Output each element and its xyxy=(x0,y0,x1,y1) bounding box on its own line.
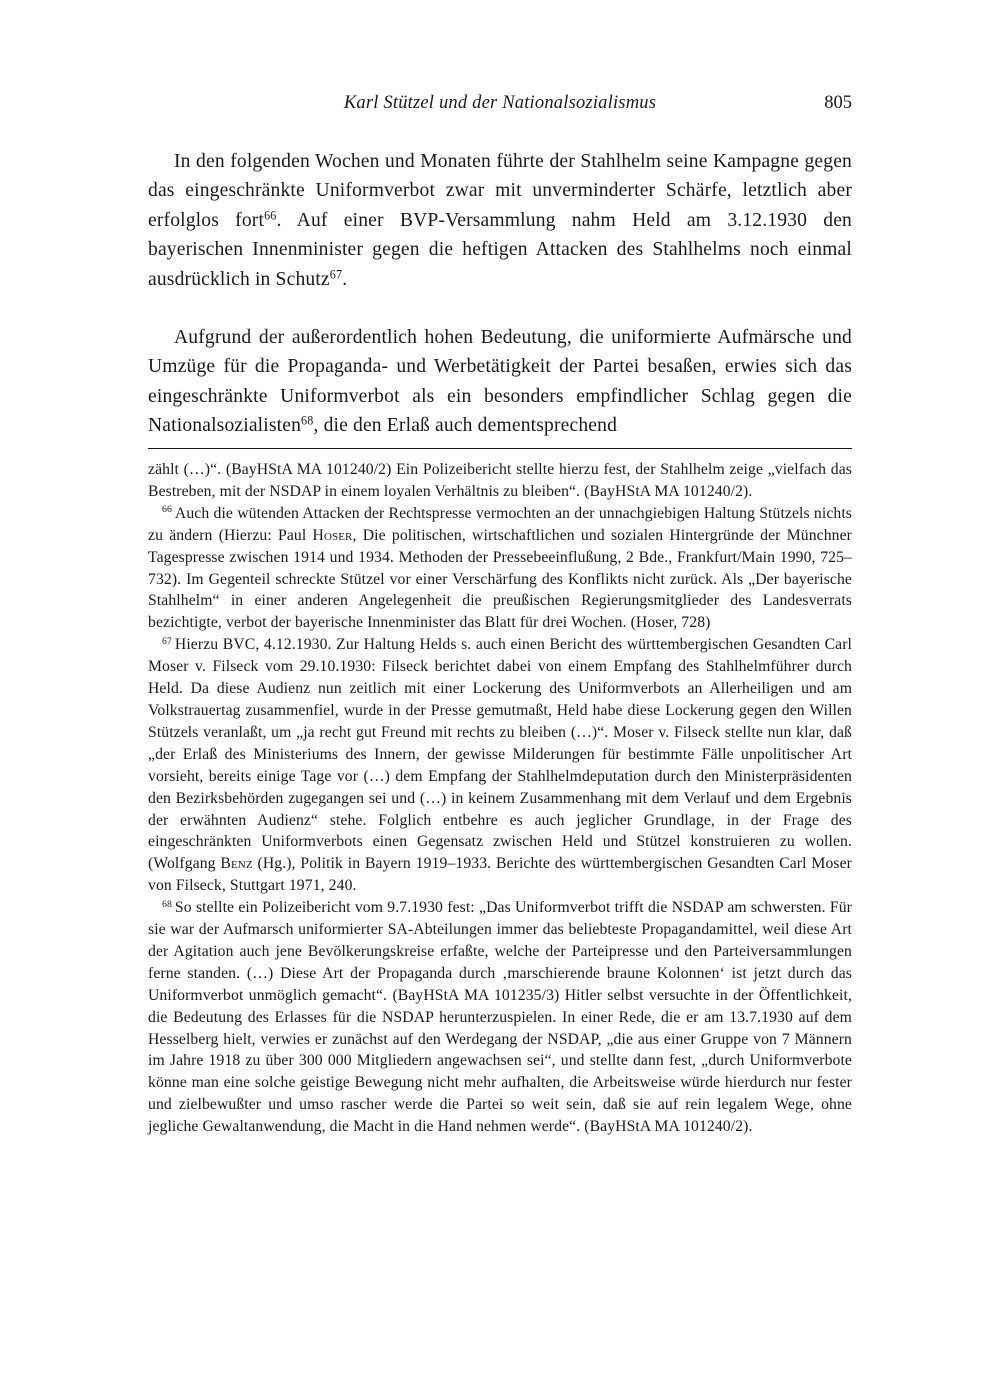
running-header xyxy=(148,93,852,121)
footnote-marker: 68 xyxy=(162,898,172,910)
paragraph-text: Aufgrund der außerordentlich hohen Bedeutung, die uniformierte Aufmärsche und Umzüge für die Propaganda- und Werbetätigkeit der Partei besaßen, erwies sich das eingeschränkte Uniformverbot als ein besonders empfindlicher Schlag gegen die Nationalsozialisten xyxy=(148,327,852,437)
footnote-text: (Hg.), Politik in Bayern 1919–1933. Berichte des württembergischen Gesandten Carl Moser von Filseck, Stuttgart 1971, 240. xyxy=(148,855,852,895)
body-paragraph xyxy=(148,147,852,294)
author-name: Benz xyxy=(220,855,253,873)
paragraph-text: , die den Erlaß auch dementsprechend xyxy=(313,415,618,437)
footnote-68 xyxy=(148,897,852,1138)
footnote-marker: 66 xyxy=(162,504,172,516)
footnote-reference[interactable]: 67 xyxy=(329,266,343,281)
author-name: Hoser xyxy=(312,526,353,544)
footnote-continued: zählt (…)“. (BayHStA MA 101240/2) Ein Polizeibericht stellte hierzu fest, der Stahlhelm zeige „vielfach das Bestreben, mit der NSDAP in einem loyalen Verhältnis zu bleiben“. (BayHStA MA 101240/2). xyxy=(148,461,852,500)
body-paragraph xyxy=(148,323,852,441)
footnote-text: So stellte ein Polizeibericht vom 9.7.1930 fest: „Das Uniformverbot trifft die NSDAP am schwersten. Für sie war der Aufmarsch uniformierter SA-Abteilungen immer das beliebteste Propagandamittel, weil diese Art der Agitation auch jene Bevölkerungskreise erfaßte, welche der Parteipresse und den Parteiversammlungen ferne standen. (…) Diese Art der Propaganda durch ‚marschierende braune Kolonnen‘ ist jetzt durch das Uniformverbot unmöglich gemacht“. (BayHStA MA 101235/3) Hitler selbst versuchte in der Öffentlichkeit, die Bedeutung des Erlasses für die NSDAP herunterzuspielen. In einer Rede, die er am 13.7.1930 auf dem Hesselberg hielt, verwies er zunächst auf den Werdegang der NSDAP, „die aus einer Gruppe von 7 Männern im Jahre 1918 zu über 300 000 Mitgliedern angewachsen sei“, und stellte dann fest, „durch Uniformverbote könne man eine solche geistige Bewegung nicht mehr aufhalten, die Arbeitsweise würde hierdurch nur fester und zielbewußter und umso rascher werde die Partei so weit sein, daß sie auf rein legalem Wege, ohne jegliche Gewaltanwendung, die Macht in die Hand nehmen werde“. (BayHStA MA 101240/2). xyxy=(148,899,852,1136)
footnote-reference[interactable]: 68 xyxy=(301,413,314,428)
paragraph-text: . xyxy=(342,268,348,290)
footnote-67 xyxy=(148,634,852,897)
footnote-separator xyxy=(148,448,852,449)
footnote-reference[interactable]: 66 xyxy=(264,208,277,223)
paragraph-text: . Auf einer BVP-Versammlung nahm Held am 3.12.1930 den bayerischen Innenminister gegen die heftigen Attacken des Stahlhelms noch einmal ausdrücklich in Schutz xyxy=(148,209,852,290)
running-title: Karl Stützel und der Nationalsozialismus xyxy=(343,93,657,113)
footnote-66 xyxy=(148,503,852,634)
footnote-text: Auch die wütenden Attacken der Rechtspresse vermochten an der unnachgiebigen Haltung Stützels nichts zu ändern (Hierzu: Paul xyxy=(148,504,852,544)
footnotes xyxy=(148,459,852,1138)
footnote-text: Hierzu BVC, 4.12.1930. Zur Haltung Helds s. auch einen Bericht des württembergischen Gesandten Carl Moser v. Filseck vom 29.10.1930: Filseck berichtet dabei von einem Empfang des Stahlhelmführer durch Held. Da diese Audienz nun zeitlich mit einer Lockerung des Uniformverbots an Allerheiligen und am Volkstrauertag zusammenfiel, wurde in der Presse gemutmaßt, Held habe diese Lockerung gegen den Willen Stützels veranlaßt, um „ja recht gut Freund mit rechts zu bleiben (…)“. Moser v. Filseck stellte nun klar, daß „der Erlaß des Ministeriums des Innern, der gewisse Milderungen für bestimmte Fälle unpolitischer Art vorsieht, bereits einige Tage vor (…) dem Empfang der Stahlhelmdeputation durch den Ministerpräsidenten den Bezirksbehörden zugegangen sei und (…) in keinem Zusammenhang mit dem Verlauf und dem Ergebnis der erwähnten Audienz“ stehe. Folglich entbehre es auch jeglicher Grundlage, in der Frage des eingeschränkten Uniformverbots einen Gegensatz zwischen Held und Stützel konstruieren zu wollen. (Wolfgang xyxy=(148,636,852,873)
footnote-marker: 67 xyxy=(162,635,172,647)
footnote-text: , Die politischen, wirtschaftlichen und sozialen Hintergründe der Münchner Tagespresse zwischen 1914 und 1934. Methoden der Pressebeeinflußung, 2 Bde., Frankfurt/Main 1990, 725–732). Im Gegenteil schreckte Stützel vor einer Verschärfung des Konflikts nicht zurück. Als „Der bayerische Stahlhelm“ in einer anderen Angelegenheit die preußischen Regierungsmitglieder des Landesverrats bezichtigte, verbot der bayerische Innenminister das Blatt für drei Wochen. (Hoser, 728) xyxy=(148,526,852,632)
paragraph-text: In den folgenden Wochen und Monaten führte der Stahlhelm seine Kampagne gegen das eingeschränkte Uniformverbot zwar mit unverminderter Schärfe, letztlich aber erfolglos fort xyxy=(148,151,852,231)
page-number: 805 xyxy=(824,93,852,113)
body-text xyxy=(148,147,852,441)
